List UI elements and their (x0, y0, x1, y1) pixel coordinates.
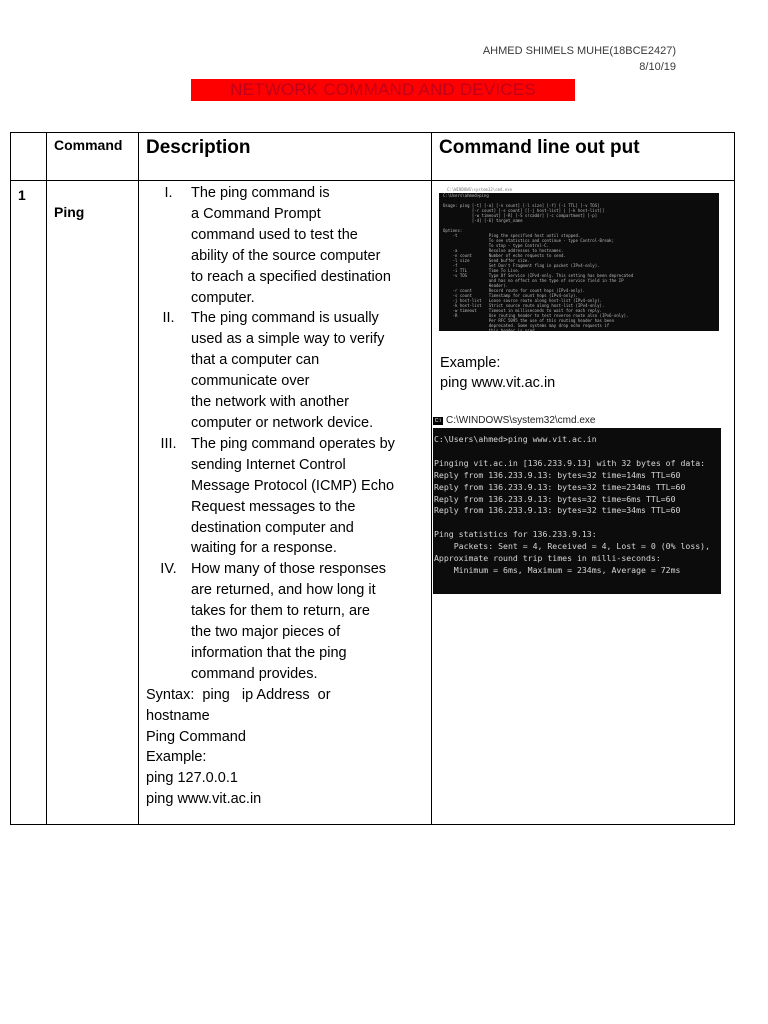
terminal-title: C:\WINDOWS\system32\cmd.exe (439, 187, 719, 193)
list-item (146, 308, 427, 433)
cmd-icon: C:\ (434, 417, 442, 424)
table-row (11, 181, 735, 825)
list-item-number: I. (164, 185, 173, 201)
terminal-titlebar (433, 413, 721, 428)
terminal-line (434, 446, 721, 458)
text-line: destination computer and (191, 519, 354, 536)
terminal-line: Header). (443, 283, 509, 288)
example-command: ping www.vit.ac.in (440, 375, 556, 391)
terminal-line: -r count Record route for count hops (IPv4-only). (443, 288, 586, 293)
terminal-body (433, 428, 721, 594)
text-line: The ping command operates by (191, 435, 395, 452)
footer-line: Ping Command (146, 728, 246, 745)
terminal-line: [-4] [-6] target_name (443, 218, 523, 223)
terminal-line: Reply from 136.233.9.13: bytes=32 time=234ms TTL=60 (434, 481, 686, 492)
text-line: waiting for a response. (191, 540, 337, 557)
terminal-line: To stop - type Control-C. (443, 243, 549, 248)
document-date: 8/10/19 (639, 61, 676, 73)
list-item-number: III. (160, 435, 177, 452)
terminal-line: -j host-list Loose source route along host-list (IPv4-only). (443, 298, 602, 303)
terminal-line: -i TTL Time To Live. (443, 268, 521, 273)
row-output (432, 181, 735, 825)
text-line: Request messages to the (191, 498, 356, 515)
text-line: The ping command is (191, 185, 330, 201)
terminal-line: Options: (443, 228, 463, 233)
terminal-line: C:\Users\ahmed>ping (443, 193, 489, 198)
terminal-line: Reply from 136.233.9.13: bytes=32 time=14ms TTL=60 (434, 469, 681, 480)
footer-line: Example: (146, 749, 207, 766)
terminal-body (439, 193, 719, 331)
text-line: are returned, and how long it (191, 582, 376, 599)
document-title: NETWORK COMMAND AND DEVICES (191, 79, 575, 101)
terminal-line: -R Use routing header to test reverse route also (IPv6-only). (443, 313, 629, 318)
list-item-text (191, 308, 427, 433)
footer-line: Syntax: ping ip Address or (146, 686, 331, 703)
terminal-line: Reply from 136.233.9.13: bytes=32 time=34ms TTL=60 (434, 505, 681, 516)
terminal-line: and has no effect on the type of service field in the IP (443, 278, 624, 283)
terminal-line (434, 517, 721, 529)
list-item (146, 183, 427, 308)
terminal-line: -f Set Don't Fragment flag in packet (IPv4-only). (443, 263, 600, 268)
terminal-line: -l size Send buffer size. (443, 258, 530, 263)
terminal-line: -s count Timestamp for count hops (IPv4-only). (443, 293, 578, 298)
terminal-line: -n count Number of echo requests to send. (443, 253, 566, 258)
footer-line: hostname (146, 707, 210, 724)
terminal-line: -a Resolve addresses to hostnames. (443, 248, 564, 253)
row-command: Ping (47, 181, 139, 825)
text-line: computer or network device. (191, 414, 374, 431)
terminal-line: this header is used. (443, 328, 537, 331)
header-output: Command line out put (432, 133, 735, 181)
text-line: the network with another (191, 394, 349, 411)
description-list (146, 183, 427, 685)
list-item-text (191, 434, 427, 559)
text-line: ability of the source computer (191, 247, 381, 264)
terminal-line: Pinging vit.ac.in [136.233.9.13] with 32 bytes of data: (434, 457, 706, 468)
row-description (139, 181, 432, 825)
terminal-line: -w timeout Timeout in milliseconds to wait for each reply. (443, 308, 602, 313)
row-number: 1 (11, 181, 47, 825)
description-footer (146, 685, 427, 810)
list-item-number: II. (162, 310, 175, 327)
text-line: that a computer can (191, 352, 320, 369)
terminal-line: Ping statistics for 136.233.9.13: (434, 529, 597, 540)
text-line: sending Internet Control (191, 456, 346, 473)
text-line: communicate over (191, 373, 310, 390)
text-line: The ping command is usually (191, 310, 379, 327)
terminal-line: C:\Users\ahmed>ping www.vit.ac.in (434, 434, 597, 444)
text-line: computer. (191, 289, 255, 306)
terminal-line: Minimum = 6ms, Maximum = 234ms, Average = 72ms (434, 564, 681, 575)
terminal-line: Packets: Sent = 4, Received = 4, Lost = 0 (0% loss), (434, 541, 711, 552)
header-number (11, 133, 47, 181)
terminal-line: deprecated. Some systems may drop echo requests if (443, 323, 610, 328)
text-line: to reach a specified destination (191, 268, 391, 285)
terminal-window-ping (433, 413, 721, 594)
text-line: Message Protocol (ICMP) Echo (191, 477, 395, 494)
footer-line: ping 127.0.0.1 (146, 770, 238, 787)
terminal-line: [-r count] [-s count] [[-j host-list] | [-k host-list]] (443, 208, 605, 213)
example-label: Example: (440, 355, 501, 371)
terminal-line: Reply from 136.233.9.13: bytes=32 time=6ms TTL=60 (434, 493, 676, 504)
text-line: information that the ping (191, 644, 347, 661)
terminal-line: Approximate round trip times in milli-seconds: (434, 553, 661, 564)
text-line: takes for them to return, are (191, 603, 370, 620)
terminal-line: -t Ping the specified host until stopped. (443, 233, 581, 238)
terminal-line: -v TOS Type Of Service (IPv4-only. This setting has been deprecated (443, 273, 634, 278)
terminal-line: -k host-list Strict source route along host-list (IPv4-only). (443, 303, 605, 308)
footer-line: ping www.vit.ac.in (146, 791, 262, 808)
header-command: Command (47, 133, 139, 181)
command-table (10, 132, 735, 825)
table-header-row (11, 133, 735, 181)
terminal-window-usage (439, 187, 719, 331)
header-description: Description (139, 133, 432, 181)
text-line: used as a simple way to verify (191, 331, 385, 348)
terminal-line: Per RFC 5095 the use of this routing header has been (443, 318, 614, 323)
text-line: the two major pieces of (191, 624, 341, 641)
terminal-line: Usage: ping [-t] [-a] [-n count] [-l size] [-f] [-i TTL] [-v TOS] (443, 203, 600, 208)
text-line: a Command Prompt (191, 205, 321, 222)
author-name: AHMED SHIMELS MUHE(18BCE2427) (482, 45, 676, 57)
list-item-number: IV. (160, 561, 177, 578)
list-item (146, 559, 427, 684)
terminal-title: C:\WINDOWS\system32\cmd.exe (446, 415, 596, 426)
terminal-line: To see statistics and continue - type Control-Break; (443, 238, 614, 243)
list-item-text (191, 183, 427, 308)
terminal-line: [-w timeout] [-R] [-S srcaddr] [-c compartment] [-p] (443, 213, 598, 218)
list-item-text (191, 559, 427, 684)
text-line: How many of those responses (191, 561, 387, 578)
author-block (483, 43, 676, 75)
list-item (146, 434, 427, 559)
text-line: command used to test the (191, 226, 358, 243)
text-line: command provides. (191, 665, 318, 682)
